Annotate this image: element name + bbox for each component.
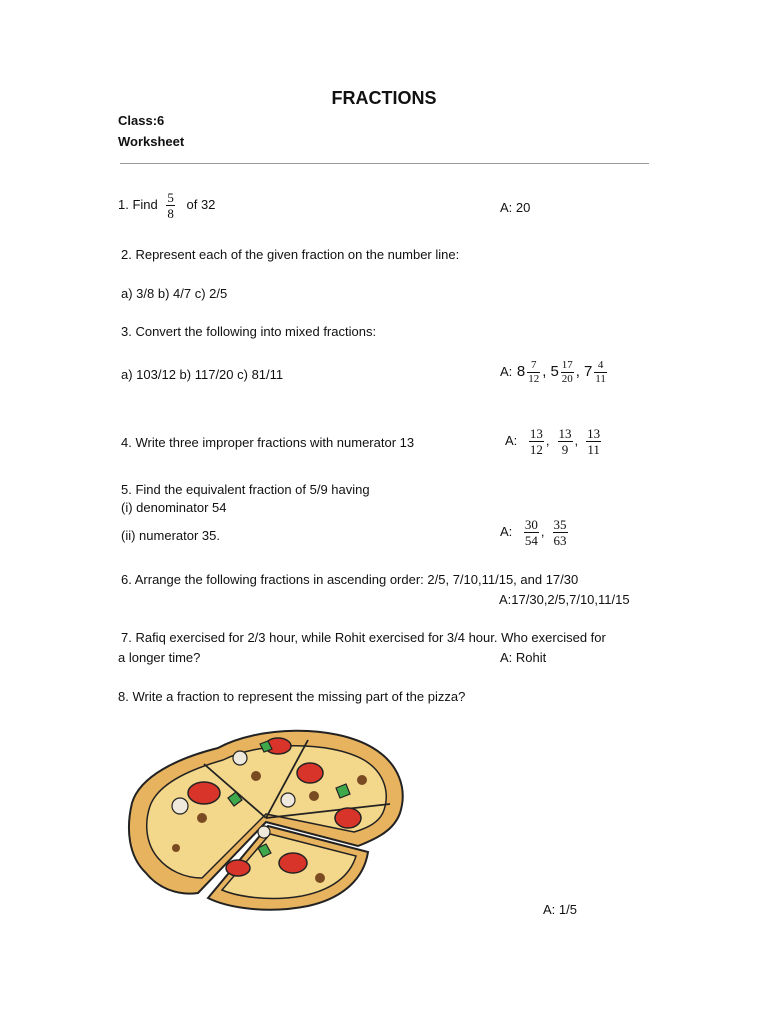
- question-8: 8. Write a fraction to represent the missing part of the pizza?: [118, 689, 466, 704]
- pepperoni: [188, 782, 220, 804]
- mixed-whole: 5: [550, 362, 559, 380]
- divider: [120, 163, 649, 164]
- numerator: 7: [527, 360, 540, 373]
- question-3: 3. Convert the following into mixed fractions:: [121, 324, 377, 339]
- sausage: [197, 813, 207, 823]
- pepperoni: [297, 763, 323, 783]
- class-label: Class:6: [118, 113, 165, 128]
- fraction: [586, 427, 601, 456]
- mixed-whole: 7: [583, 362, 593, 380]
- fraction: [594, 360, 607, 385]
- sausage: [251, 771, 261, 781]
- q1-find-text: 1. Find: [118, 196, 158, 212]
- pepperoni: [335, 808, 361, 828]
- sausage: [315, 873, 325, 883]
- numerator: 13: [558, 426, 572, 441]
- page-title: FRACTIONS: [331, 88, 437, 108]
- q4-answer: [505, 427, 603, 456]
- sausage: [172, 844, 180, 852]
- q1-numerator: 5: [167, 190, 174, 205]
- numerator: 13: [587, 426, 601, 441]
- separator: ,: [542, 362, 547, 380]
- numerator: 17: [561, 359, 573, 371]
- separator: ,: [575, 362, 580, 380]
- numerator: 4: [594, 360, 607, 373]
- mushroom: [258, 826, 270, 838]
- sausage: [357, 775, 367, 785]
- q3-answer: [500, 360, 609, 385]
- separator: ,: [540, 523, 545, 539]
- q6-answer: A:17/30,2/5,7/10,11/15: [499, 592, 630, 607]
- numerator: 13: [529, 426, 543, 441]
- fraction: [553, 518, 568, 547]
- q3-answer-prefix: A:: [500, 363, 513, 379]
- worksheet-label: Worksheet: [118, 134, 185, 149]
- pizza-illustration: [118, 718, 418, 918]
- q5-part-2: (ii) numerator 35.: [121, 528, 220, 543]
- q1-denominator: 8: [167, 206, 174, 221]
- denominator: 12: [528, 373, 540, 385]
- question-5: 5. Find the equivalent fraction of 5/9 having: [121, 482, 370, 497]
- q5-answer-prefix: A:: [500, 523, 513, 539]
- q2-parts: a) 3/8 b) 4/7 c) 2/5: [121, 286, 228, 301]
- mushroom: [172, 798, 188, 814]
- separator: ,: [545, 432, 550, 448]
- q1-rest-text: of 32: [186, 196, 216, 212]
- fraction: [524, 518, 539, 547]
- question-7-line-1: 7. Rafiq exercised for 2/3 hour, while Rohit exercised for 3/4 hour. Who exercised for: [121, 630, 606, 645]
- separator: ,: [574, 432, 579, 448]
- q3-parts: a) 103/12 b) 117/20 c) 81/11: [121, 367, 284, 382]
- fraction: [527, 360, 540, 385]
- pepperoni: [226, 860, 250, 876]
- q7-answer: A: Rohit: [500, 650, 547, 665]
- mixed-whole: 8: [516, 362, 526, 380]
- mushroom: [281, 793, 295, 807]
- question-1: [118, 191, 215, 220]
- pepperoni: [279, 853, 307, 873]
- q1-answer: A: 20: [500, 200, 531, 215]
- q4-answer-prefix: A:: [505, 432, 518, 448]
- question-2: 2. Represent each of the given fraction on the number line:: [121, 247, 460, 262]
- question-6: 6. Arrange the following fractions in ascending order: 2/5, 7/10,11/15, and 17/30: [121, 572, 579, 587]
- q1-fraction: [166, 191, 175, 220]
- fraction: [529, 427, 544, 456]
- mushroom: [233, 751, 247, 765]
- denominator: 20: [561, 373, 573, 385]
- numerator: 30: [524, 517, 538, 532]
- sausage: [309, 791, 319, 801]
- denominator: 54: [524, 533, 538, 548]
- q5-answer: [500, 518, 570, 547]
- question-7-line-2: a longer time?: [118, 650, 201, 665]
- question-4: 4. Write three improper fractions with numerator 13: [121, 435, 415, 450]
- denominator: 11: [587, 442, 600, 457]
- numerator: 35: [553, 517, 567, 532]
- q5-part-1: (i) denominator 54: [121, 500, 227, 515]
- fraction: [561, 360, 574, 385]
- fraction: [558, 427, 573, 456]
- denominator: 63: [553, 533, 567, 548]
- q8-answer: A: 1/5: [543, 902, 577, 917]
- denominator: 9: [561, 442, 569, 457]
- denominator: 12: [529, 442, 543, 457]
- denominator: 11: [595, 373, 606, 385]
